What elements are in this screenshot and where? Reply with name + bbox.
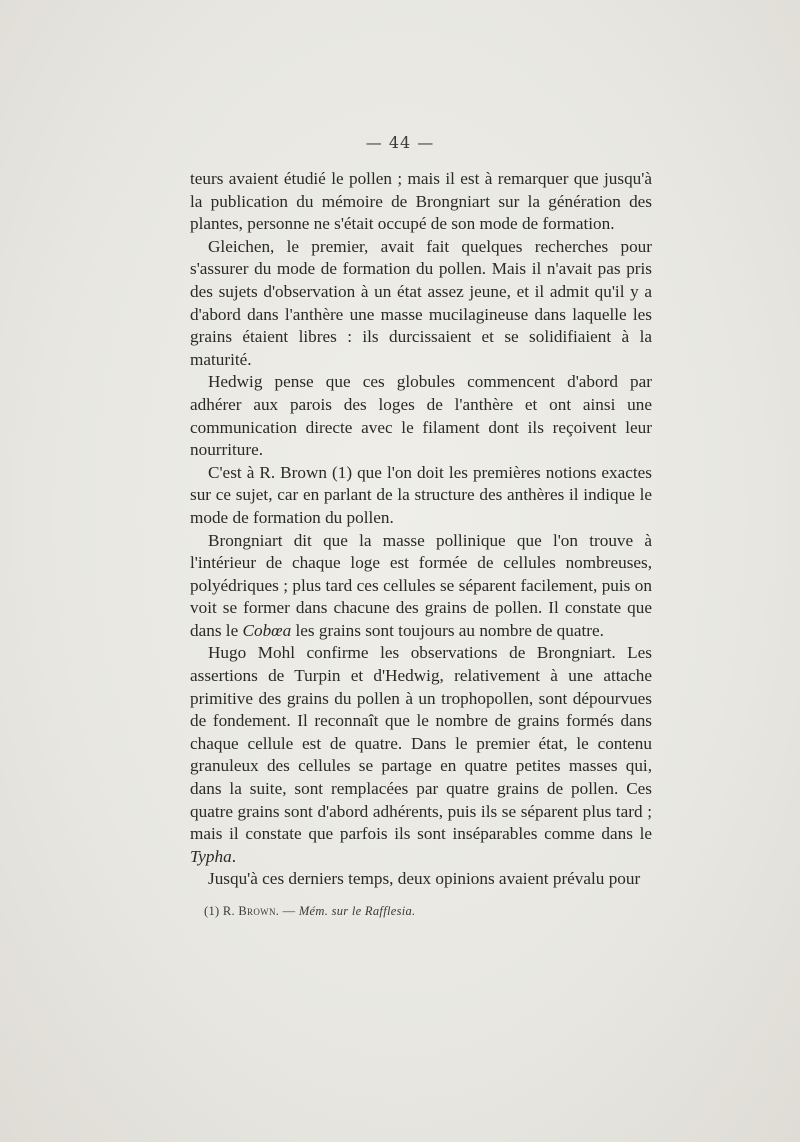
paragraph-p6: [190, 642, 652, 868]
italic-term: Cobœa: [242, 620, 292, 640]
paragraph-text: Brongniart dit que la masse pollinique que l'on trouve à l'intérieur de chaque loge est formée de cellules nombreuses, polyédriques ; plus tard ces cellules se séparent facilement, puis on voit se former dans chacune des grains de pollen. Il constate que dans le: [190, 530, 652, 640]
footnote: [204, 904, 664, 919]
paragraph-p2: [190, 236, 652, 372]
paragraph-p5: [190, 530, 652, 643]
italic-term: Typha: [190, 846, 232, 866]
paragraph-p3: [190, 371, 652, 461]
footnote-marker: (1): [204, 904, 220, 918]
footnote-author-initial: R.: [222, 904, 235, 918]
paragraph-text: les grains sont toujours au nombre de quatre.: [291, 620, 604, 640]
paragraph-p1: [190, 168, 652, 236]
paragraph-text: Gleichen, le premier, avait fait quelques recherches pour s'assurer du mode de formation du pollen. Mais il n'avait pas pris des sujets d'observation à un état assez jeune, et il admit qu'il y a d'abord dans l'anthère une masse mucilagineuse dans laquelle les grains étaient libres : ils durcissaient et se solidifiaient à la maturité.: [190, 236, 652, 369]
paragraph-p7: [190, 868, 652, 891]
body-text: [190, 168, 652, 891]
page-number: — 44 —: [365, 133, 435, 152]
paragraph-text: Hedwig pense que ces globules commencent d'abord par adhérer aux parois des loges de l'anthère et ont ainsi une communication directe avec le filament dont ils reçoivent leur nourriture.: [190, 372, 652, 460]
paragraph-p4: [190, 462, 652, 530]
paragraph-text: .: [231, 846, 236, 866]
paragraph-text: teurs avaient étudié le pollen ; mais il est à remarquer que jusqu'à la publication du mémoire de Brongniart sur la génération des plantes, personne ne s'était occupé de son mode de formation.: [190, 169, 652, 234]
paragraph-text: Jusqu'à ces derniers temps, deux opinions avaient prévalu pour: [208, 869, 641, 889]
footnote-work: Mém. sur le Rafflesia.: [298, 904, 416, 918]
paragraph-text: C'est à R. Brown (1) que l'on doit les premières notions exactes sur ce sujet, car en parlant de la structure des anthères il indique le mode de formation du pollen.: [190, 462, 652, 527]
footnote-author-name: Brown.: [238, 904, 280, 918]
paragraph-text: Hugo Mohl confirme les observations de Brongniart. Les assertions de Turpin et d'Hedwig, relativement à une attache primitive des grains du pollen à un trophopollen, sont dépourvues de fondement. Il reconnaît que le nombre de grains formés dans chaque cellule est de quatre. Dans le premier état, le contenu granuleux des cellules se partage en quatre petites masses qui, dans la suite, sont remplacées par quatre grains de pollen. Ces quatre grains sont d'abord adhérents, puis ils se séparent plus tard ; mais il constate que parfois ils sont inséparables comme dans le: [190, 643, 652, 844]
footnote-separator: —: [279, 904, 299, 918]
